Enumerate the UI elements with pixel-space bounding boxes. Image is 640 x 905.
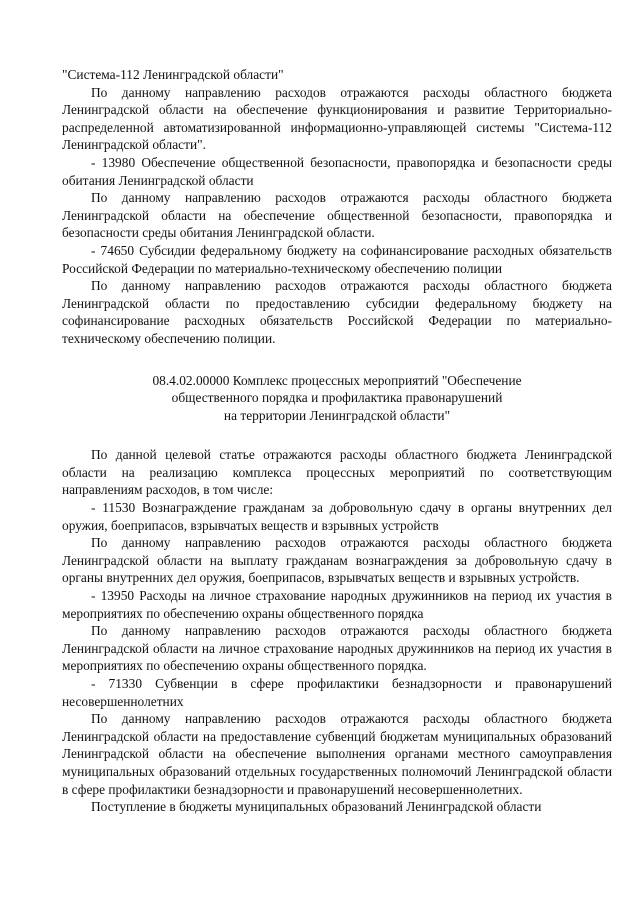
- paragraph-system-112-title: "Система-112 Ленинградской области": [62, 67, 284, 82]
- heading-line-3: на территории Ленинградской области": [223, 407, 451, 423]
- paragraph-municipal-receipts: Поступление в бюджеты муниципальных образований Ленинградской области: [91, 799, 542, 815]
- item-13950: - 13950 Расходы на личное страхование народных дружинников на период их участия в мероприятиях по обеспечению охраны общественного порядка: [62, 588, 612, 621]
- paragraph-target-article-intro: По данной целевой статье отражаются расходы областного бюджета Ленинградской области на реализацию комплекса процессных мероприятий по соответствующим направлениям расходов, в том числе:: [62, 447, 612, 498]
- section-heading: [62, 372, 612, 425]
- item-11530: - 11530 Вознаграждение гражданам за добровольную сдачу в органы внутренних дел оружия, боеприпасов, взрывчатых веществ и взрывных устройств: [62, 500, 612, 533]
- document-page: [62, 66, 612, 816]
- paragraph-system-112-description: По данному направлению расходов отражаются расходы областного бюджета Ленинградской области на обеспечение функционирования и развитие Территориально-распределенной автоматизированной информационно-управляющей системы "Система-112 Ленинградской области".: [62, 84, 612, 153]
- item-71330: - 71330 Субвенции в сфере профилактики безнадзорности и правонарушений несовершеннолетних: [62, 676, 612, 709]
- item-74650: - 74650 Субсидии федеральному бюджету на софинансирование расходных обязательств Российской Федерации по материально-техническому обеспечению полиции: [62, 242, 612, 276]
- bottom-section: [62, 446, 612, 815]
- paragraph-71330-description: По данному направлению расходов отражаются расходы областного бюджета Ленинградской области на предоставление субвенций бюджетам муниципальных образований Ленинградской области на обеспечение выполнения органами местного самоуправления муниципальных образований отдельных государственных полномочий Ленинградской области в сфере профилактики безнадзорности и правонарушений несовершеннолетних.: [62, 711, 612, 797]
- heading-line-2: общественного порядка и профилактика правонарушений: [171, 390, 503, 406]
- item-13980: - 13980 Обеспечение общественной безопасности, правопорядка и безопасности среды обитания Ленинградской области: [62, 154, 612, 188]
- top-section: [62, 66, 612, 348]
- paragraph-13950-description: По данному направлению расходов отражаются расходы областного бюджета Ленинградской области на личное страхование народных дружинников на период их участия в мероприятиях по обеспечению охраны общественного порядка.: [62, 623, 612, 674]
- paragraph-11530-description: По данному направлению расходов отражаются расходы областного бюджета Ленинградской области на выплату гражданам вознаграждения за добровольную сдачу в органы внутренних дел оружия, боеприпасов, взрывчатых веществ и взрывных устройств.: [62, 535, 612, 586]
- heading-line-1: 08.4.02.00000 Комплекс процессных мероприятий "Обеспечение: [152, 372, 522, 388]
- paragraph-74650-description: По данному направлению расходов отражаются расходы областного бюджета Ленинградской области по предоставлению субсидии федеральному бюджету на софинансирование расходных обязательств Российской Федерации по материально-техническому обеспечению полиции.: [62, 278, 612, 346]
- paragraph-13980-description: По данному направлению расходов отражаются расходы областного бюджета Ленинградской области на обеспечение общественной безопасности, правопорядка и безопасности среды обитания Ленинградской области.: [62, 190, 612, 241]
